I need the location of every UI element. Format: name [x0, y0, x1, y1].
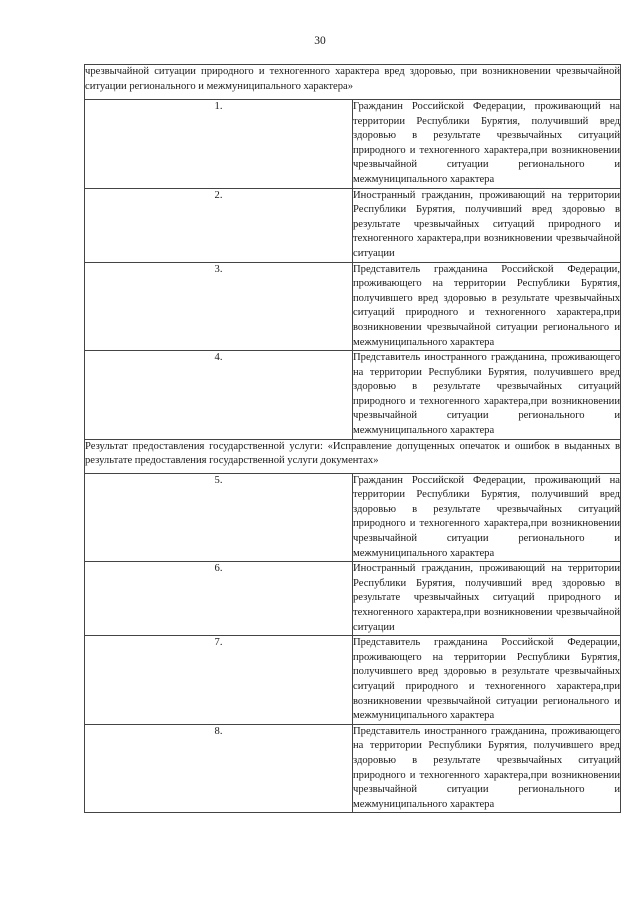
table-row — [85, 562, 621, 636]
intro-text: чрезвычайной ситуации природного и техногенного характера вред здоровью, при возникновении чрезвычайной ситуации регионального и межмуниципального характера» — [85, 65, 621, 100]
table-row — [85, 351, 621, 440]
table-row — [85, 100, 621, 189]
applicant-table — [84, 64, 621, 813]
row-number: 6. — [85, 562, 353, 636]
table-row — [85, 188, 621, 262]
row-text: Иностранный гражданин, проживающий на территории Республики Бурятия, получивший вред здоровью в результате чрезвычайных ситуаций природного и техногенного характера,при возникновении чрезвычайной ситуации — [353, 188, 621, 262]
row-text: Гражданин Российской Федерации, проживающий на территории Республики Бурятия, получивший вред здоровью в результате чрезвычайных ситуаций природного и техногенного характера,при возникновении чрезвычайной ситуации регионального и межмуниципального характера — [353, 473, 621, 562]
table-row-intro — [85, 65, 621, 100]
table-row — [85, 473, 621, 562]
table-row — [85, 262, 621, 351]
result-section-text: Результат предоставления государственной услуги: «Исправление допущенных опечаток и ошибок в выданных в результате предоставления государственной услуги документах» — [85, 439, 621, 473]
row-text: Гражданин Российской Федерации, проживающий на территории Республики Бурятия, получивший вред здоровью в результате чрезвычайных ситуаций природного и техногенного характера,при возникновении чрезвычайной ситуации регионального и межмуниципального характера — [353, 100, 621, 189]
row-number: 5. — [85, 473, 353, 562]
row-text: Представитель гражданина Российской Федерации, проживающего на территории Республики Бурятия, получившего вред здоровью в результате чрезвычайных ситуаций природного и техногенного характера,при возникновении чрезвычайной ситуации регионального и межмуниципального характера — [353, 262, 621, 351]
row-number: 1. — [85, 100, 353, 189]
row-number: 3. — [85, 262, 353, 351]
page-number: 30 — [314, 35, 326, 47]
row-number: 2. — [85, 188, 353, 262]
table-row — [85, 724, 621, 813]
row-number: 7. — [85, 636, 353, 725]
row-text: Представитель гражданина Российской Федерации, проживающего на территории Республики Бурятия, получившего вред здоровью в результате чрезвычайных ситуаций природного и техногенного характера,при возникновении чрезвычайной ситуации регионального и межмуниципального характера — [353, 636, 621, 725]
row-number: 4. — [85, 351, 353, 440]
row-text: Иностранный гражданин, проживающий на территории Республики Бурятия, получивший вред здоровью в результате чрезвычайных ситуаций природного и техногенного характера,при возникновении чрезвычайной ситуации — [353, 562, 621, 636]
table-row-result — [85, 439, 621, 473]
row-text: Представитель иностранного гражданина, проживающего на территории Республики Бурятия, получившего вред здоровью в результате чрезвычайных ситуаций природного и техногенного характера,при возникновении чрезвычайной ситуации регионального и межмуниципального характера — [353, 351, 621, 440]
table-row — [85, 636, 621, 725]
row-text: Представитель иностранного гражданина, проживающего на территории Республики Бурятия, получившего вред здоровью в результате чрезвычайных ситуаций природного и техногенного характера,при возникновении чрезвычайной ситуации регионального и межмуниципального характера — [353, 724, 621, 813]
row-number: 8. — [85, 724, 353, 813]
